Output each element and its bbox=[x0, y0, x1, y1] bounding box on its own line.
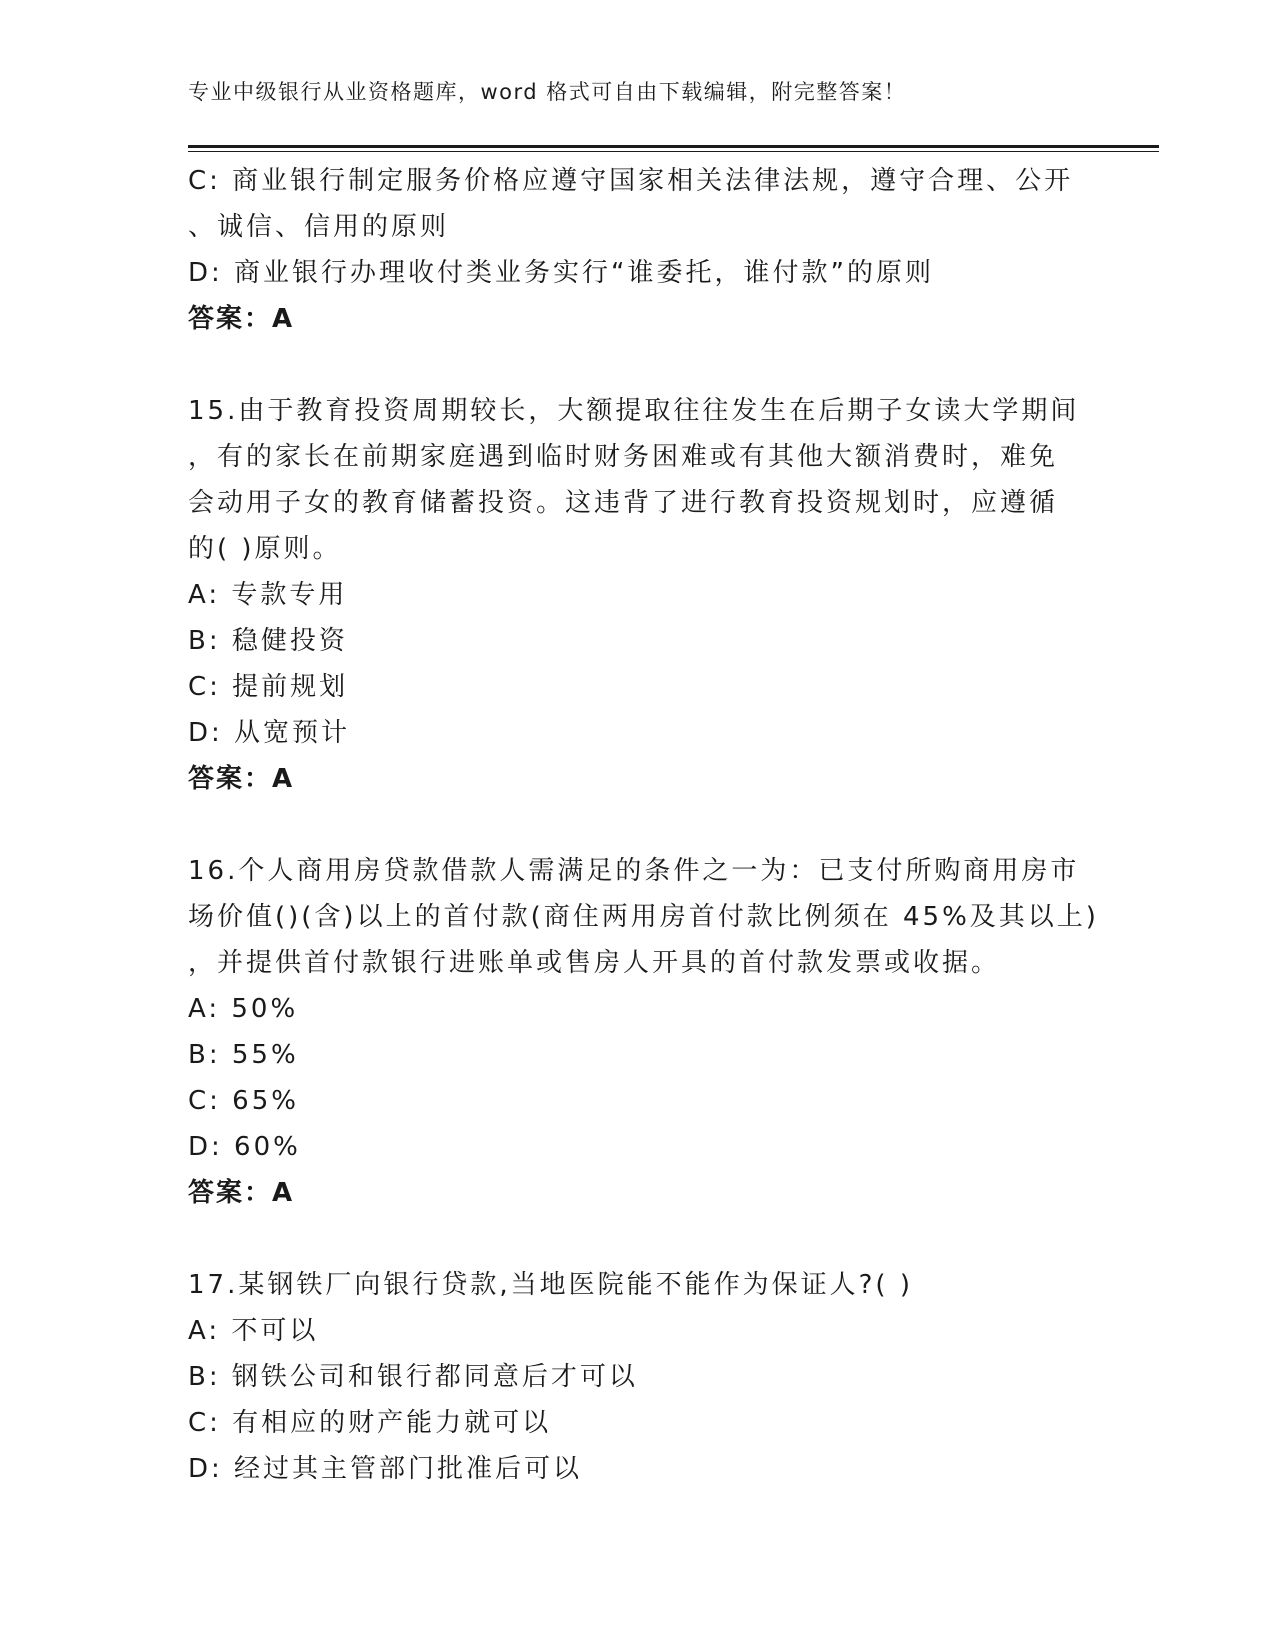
question-17 bbox=[188, 1262, 1088, 1492]
question-spacer bbox=[188, 802, 1088, 848]
question-content bbox=[188, 158, 1099, 1492]
option-c-continued: 、诚信、信用的原则 bbox=[188, 212, 450, 242]
question-spacer bbox=[188, 342, 1088, 388]
option-d: D: 经过其主管部门批准后可以 bbox=[188, 1454, 583, 1484]
question-stem-line: 会动用子女的教育储蓄投资。这违背了进行教育投资规划时，应遵循 bbox=[188, 488, 1059, 518]
option-a: A: 50% bbox=[188, 994, 299, 1024]
answer-line: 答案：A bbox=[188, 1178, 295, 1208]
question-stem-line: 16.个人商用房贷款借款人需满足的条件之一为：已支付所购商用房市 bbox=[188, 856, 1080, 886]
question-stem-line: 的( )原则。 bbox=[188, 534, 342, 564]
question-spacer bbox=[188, 1216, 1088, 1262]
option-d: D: 从宽预计 bbox=[188, 718, 351, 748]
question-stem-line: 15.由于教育投资周期较长，大额提取往往发生在后期子女读大学期间 bbox=[188, 396, 1080, 426]
question-stem-line: 17.某钢铁厂向银行贷款,当地医院能不能作为保证人?( ) bbox=[188, 1270, 913, 1300]
question-stem-line: ，有的家长在前期家庭遇到临时财务困难或有其他大额消费时，难免 bbox=[188, 442, 1059, 472]
question-stem-line: 场价值()(含)以上的首付款(商住两用房首付款比例须在 45%及其以上) bbox=[188, 902, 1099, 932]
option-b: B: 稳健投资 bbox=[188, 626, 348, 656]
answer-line: 答案：A bbox=[188, 304, 295, 334]
option-a: A: 不可以 bbox=[188, 1316, 319, 1346]
option-d: D: 商业银行办理收付类业务实行“谁委托，谁付款”的原则 bbox=[188, 258, 934, 288]
header-divider-thin bbox=[188, 151, 1159, 152]
option-c: C: 提前规划 bbox=[188, 672, 349, 702]
option-c: C: 有相应的财产能力就可以 bbox=[188, 1408, 552, 1438]
page-header: 专业中级银行从业资格题库，word 格式可自由下载编辑，附完整答案！ bbox=[188, 80, 907, 104]
option-d: D: 60% bbox=[188, 1132, 301, 1162]
option-c: C: 65% bbox=[188, 1086, 299, 1116]
option-b: B: 55% bbox=[188, 1040, 299, 1070]
question-14-tail bbox=[188, 158, 1088, 342]
answer-line: 答案：A bbox=[188, 764, 295, 794]
header-divider bbox=[188, 145, 1159, 148]
question-15 bbox=[188, 388, 1088, 802]
question-16 bbox=[188, 848, 1099, 1216]
option-a: A: 专款专用 bbox=[188, 580, 348, 610]
question-stem-line: ，并提供首付款银行进账单或售房人开具的首付款发票或收据。 bbox=[188, 948, 1001, 978]
option-c: C: 商业银行制定服务价格应遵守国家相关法律法规，遵守合理、公开 bbox=[188, 166, 1074, 196]
option-b: B: 钢铁公司和银行都同意后才可以 bbox=[188, 1362, 638, 1392]
